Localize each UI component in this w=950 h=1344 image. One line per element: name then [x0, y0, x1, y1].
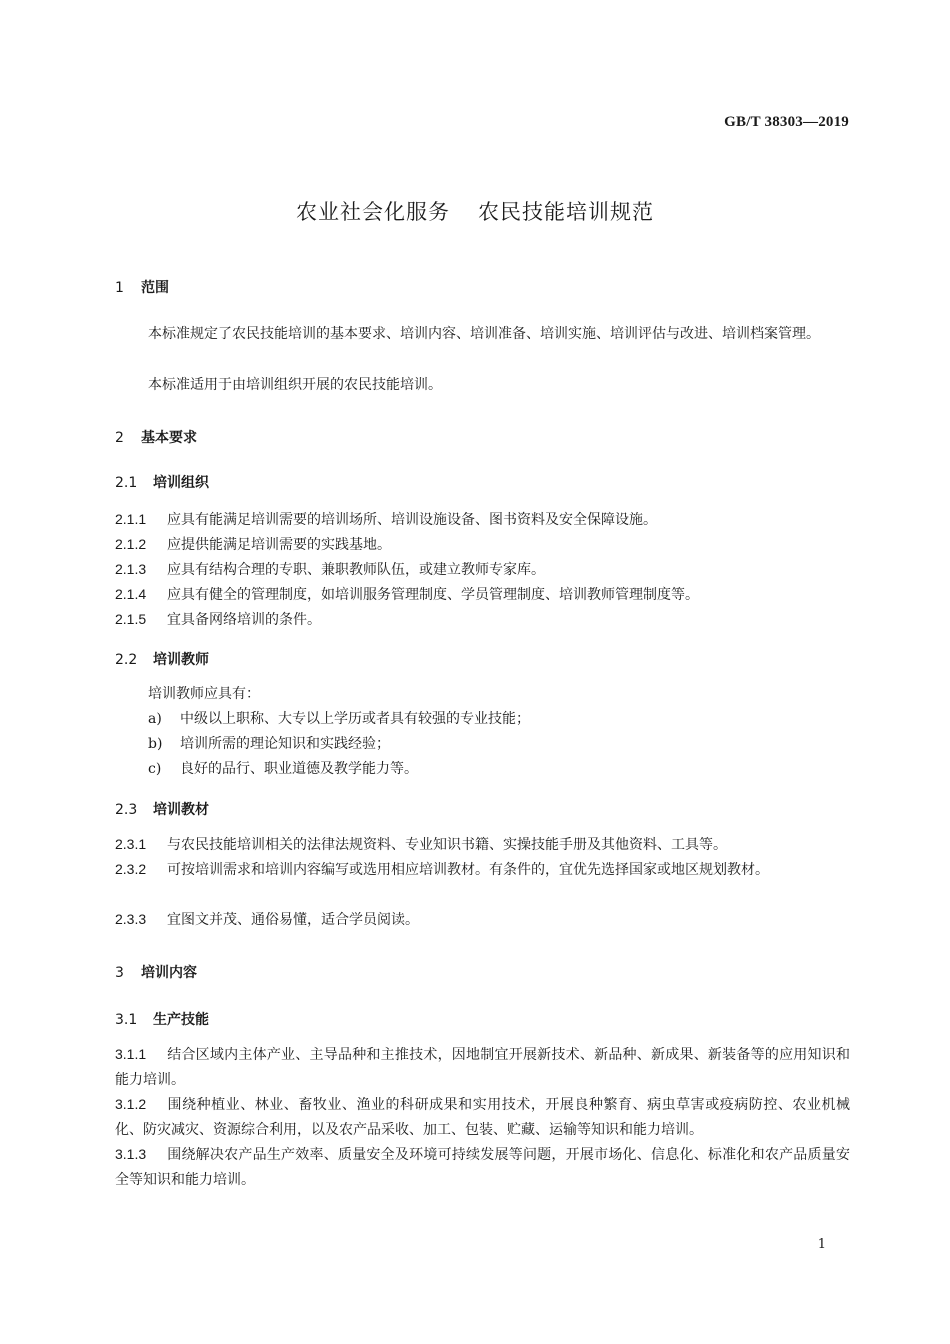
list-item-a [148, 707, 530, 732]
subsection-title: 培训教师 [153, 652, 209, 668]
clause-text: 宜具备网络培训的条件。 [167, 612, 321, 628]
subsection-number: 2.1 [115, 475, 138, 491]
clause-text: 结合区域内主体产业、主导品种和主推技术，因地制宜开展新技术、新品种、新成果、新装备等的应用知识和能力培训。 [115, 1047, 850, 1088]
clause-number: 2.3.1 [115, 836, 147, 852]
section-title: 培训内容 [141, 965, 197, 981]
clause-2-1-2 [115, 532, 850, 558]
section-number: 1 [115, 280, 124, 296]
subsection-number: 2.2 [115, 652, 138, 668]
subsection-title: 培训教材 [153, 802, 209, 818]
clause-text: 应提供能满足培训需要的实践基地。 [167, 537, 391, 553]
clause-number: 3.1.3 [115, 1146, 147, 1162]
clause-2-3-2 [115, 857, 850, 883]
title-part-1: 农业社会化服务 [296, 200, 450, 224]
list-item-c [148, 757, 418, 782]
clause-number: 2.1.5 [115, 611, 147, 627]
clause-number: 2.1.4 [115, 586, 147, 602]
clause-3-1-1 [115, 1042, 850, 1093]
clause-text: 围绕解决农产品生产效率、质量安全及环境可持续发展等问题，开展市场化、信息化、标准化和农产品质量安全等知识和能力培训。 [115, 1147, 850, 1188]
section-3-heading [115, 962, 197, 982]
clause-2-1-5 [115, 607, 850, 633]
clause-number: 2.3.3 [115, 911, 147, 927]
list-item-b [148, 732, 390, 757]
clause-text: 与农民技能培训相关的法律法规资料、专业知识书籍、实操技能手册及其他资料、工具等。 [167, 837, 727, 853]
clause-text: 宜图文并茂、通俗易懂，适合学员阅读。 [167, 912, 419, 928]
clause-text: 围绕种植业、林业、畜牧业、渔业的科研成果和实用技术，开展良种繁育、病虫草害或疫病防控、农业机械化、防灾减灾、资源综合利用，以及农产品采收、加工、包装、贮藏、运输等知识和能力培训。 [115, 1097, 850, 1138]
section-number: 3 [115, 965, 124, 981]
list-marker: a) [148, 711, 162, 727]
section-title: 基本要求 [141, 430, 197, 446]
clause-3-1-3 [115, 1142, 850, 1193]
clause-number: 2.1.2 [115, 536, 147, 552]
subsection-2-2-heading [115, 649, 209, 669]
standard-code: GB/T 38303—2019 [724, 114, 849, 130]
clause-3-1-2 [115, 1092, 850, 1143]
page-number: 1 [817, 1237, 826, 1252]
subsection-title: 培训组织 [153, 475, 209, 491]
clause-text: 应具有健全的管理制度，如培训服务管理制度、学员管理制度、培训教师管理制度等。 [167, 587, 699, 603]
section-number: 2 [115, 430, 124, 446]
clause-text: 应具有能满足培训需要的培训场所、培训设施设备、图书资料及安全保障设施。 [167, 512, 657, 528]
clause-2-1-1 [115, 507, 850, 533]
clause-text: 可按培训需求和培训内容编写或选用相应培训教材。有条件的，宜优先选择国家或地区规划教材。 [167, 862, 769, 878]
section-title: 范围 [141, 280, 169, 296]
clause-2-1-4 [115, 582, 850, 608]
scope-paragraph-1: 本标准规定了农民技能培训的基本要求、培训内容、培训准备、培训实施、培训评估与改进、培训档案管理。 [148, 326, 820, 342]
subsection-2-1-heading [115, 472, 209, 492]
list-text: 中级以上职称、大专以上学历或者具有较强的专业技能； [180, 711, 530, 727]
clause-2-3-3 [115, 907, 850, 933]
clause-2-3-1 [115, 832, 850, 858]
clause-number: 3.1.2 [115, 1096, 147, 1112]
list-text: 培训所需的理论知识和实践经验； [180, 736, 390, 752]
clause-number: 2.1.1 [115, 511, 147, 527]
clause-number: 3.1.1 [115, 1046, 147, 1062]
scope-paragraph-2: 本标准适用于由培训组织开展的农民技能培训。 [148, 377, 442, 393]
section-1-heading [115, 277, 169, 297]
clause-text: 应具有结构合理的专职、兼职教师队伍，或建立教师专家库。 [167, 562, 545, 578]
section-2-heading [115, 427, 197, 447]
subsection-number: 3.1 [115, 1012, 138, 1028]
list-marker: b) [148, 736, 163, 752]
subsection-3-1-heading [115, 1009, 209, 1029]
subsection-title: 生产技能 [153, 1012, 209, 1028]
subsection-2-3-heading [115, 799, 209, 819]
clause-number: 2.1.3 [115, 561, 147, 577]
list-text: 良好的品行、职业道德及教学能力等。 [180, 761, 418, 777]
document-title [0, 196, 950, 226]
clause-2-1-3 [115, 557, 850, 583]
subsection-number: 2.3 [115, 802, 138, 818]
list-marker: c) [148, 761, 162, 777]
clause-number: 2.3.2 [115, 861, 147, 877]
teacher-requirements-intro: 培训教师应具有： [148, 686, 260, 702]
title-part-2: 农民技能培训规范 [478, 200, 654, 224]
